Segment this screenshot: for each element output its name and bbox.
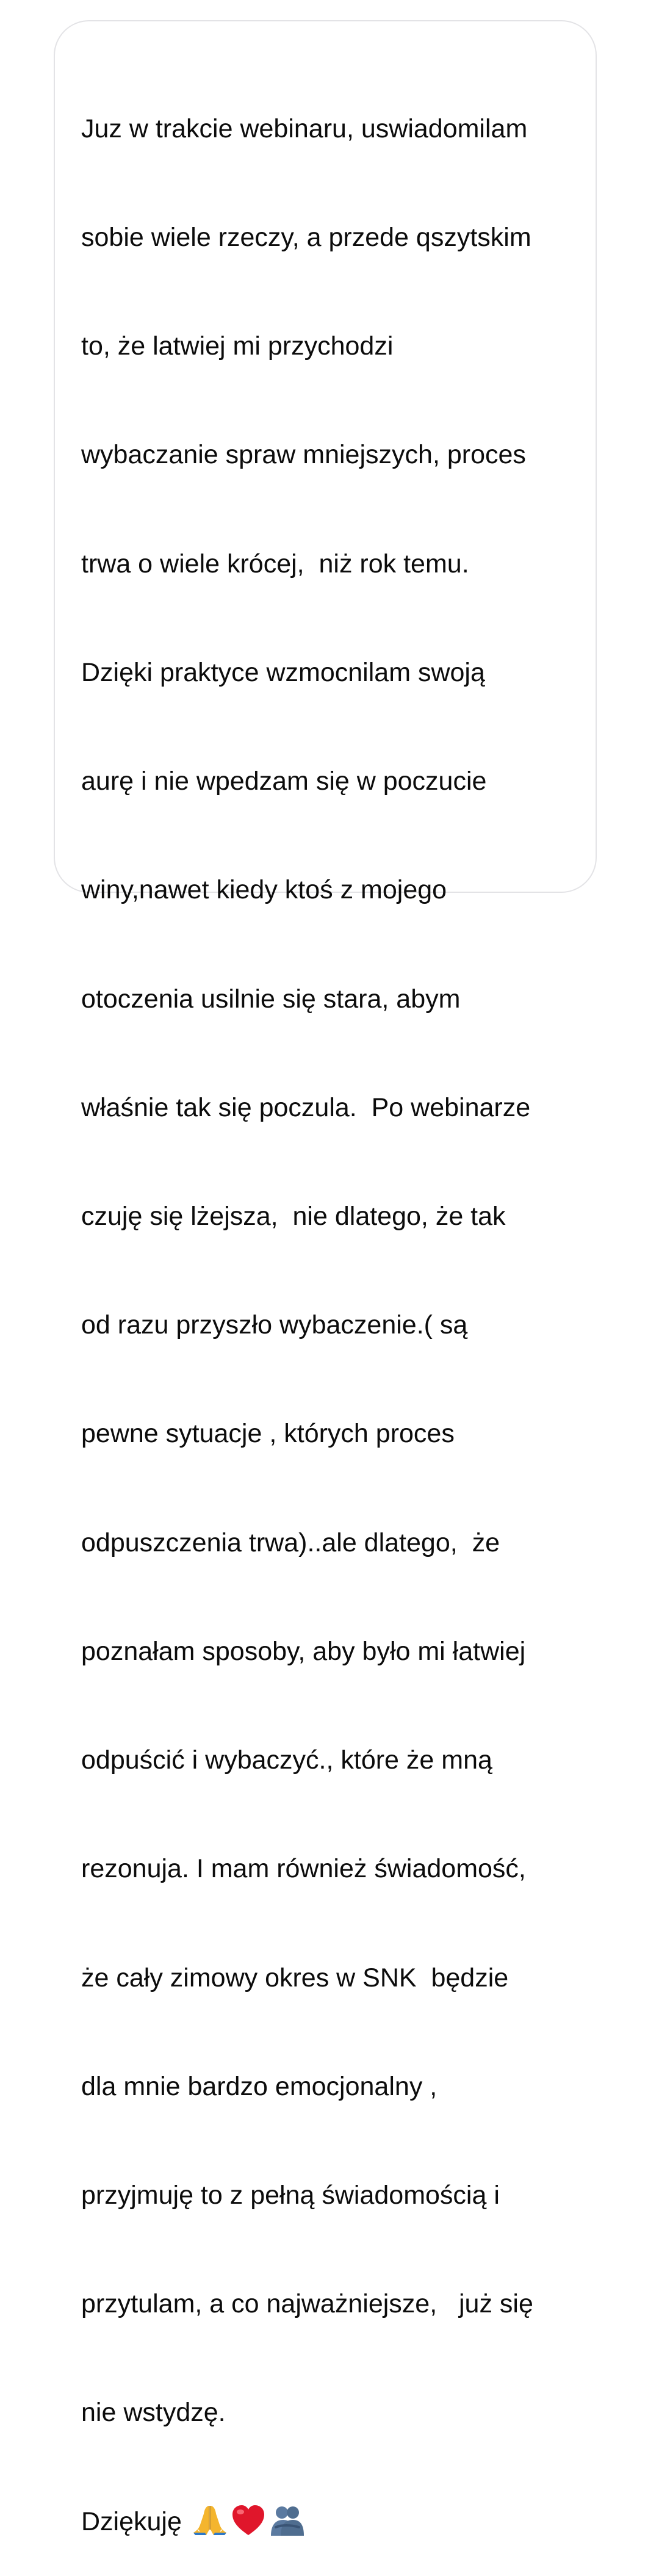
closing-text: Dziękuję xyxy=(81,2506,182,2536)
folded-hands-icon xyxy=(192,2504,228,2537)
message-line: nie wstydzę. xyxy=(81,2398,226,2428)
message-line: wybaczanie spraw mniejszych, proces xyxy=(81,440,526,470)
message-line: to, że latwiej mi przychodzi xyxy=(81,331,394,361)
message-line: trwa o wiele krócej, niż rok temu. xyxy=(81,549,469,579)
red-heart-icon xyxy=(231,2504,266,2537)
message-line: poznałam sposoby, aby było mi łatwiej xyxy=(81,1636,526,1666)
message-line: od razu przyszło wybaczenie.( są xyxy=(81,1310,468,1340)
message-line: pewne sytuacje , których proces xyxy=(81,1419,455,1449)
message-line: winy,nawet kiedy ktoś z mojego xyxy=(81,875,447,905)
message-line: Juz w trakcie webinaru, uswiadomilam xyxy=(81,114,528,143)
message-line: sobie wiele rzeczy, a przede qszytskim xyxy=(81,223,531,253)
message-line: odpuszczenia trwa)..ale dlatego, że xyxy=(81,1528,500,1557)
message-line: że cały zimowy okres w SNK będzie xyxy=(81,1963,509,1993)
message-line: odpuścić i wybaczyć., które że mną xyxy=(81,1745,492,1775)
message-line: aurę i nie wpedzam się w poczucie xyxy=(81,767,487,796)
message-line: dla mnie bardzo emocjonalny , xyxy=(81,2071,438,2101)
message-line: otoczenia usilnie się stara, abym xyxy=(81,984,461,1014)
message-line: rezonuja. I mam również świadomość, xyxy=(81,1854,526,1884)
people-hugging-icon xyxy=(268,2504,306,2537)
message-line: czuję się lżejsza, nie dlatego, że tak xyxy=(81,1202,506,1231)
message-line: przyjmuję to z pełną świadomością i xyxy=(81,2180,500,2210)
message-closing-line xyxy=(81,2504,533,2540)
message-text xyxy=(81,38,533,2576)
message-line: przytulam, a co najważniejsze, już się xyxy=(81,2289,533,2319)
message-line: Dzięki praktyce wzmocnilam swoją xyxy=(81,657,485,687)
message-line: właśnie tak się poczula. Po webinarze xyxy=(81,1092,531,1122)
